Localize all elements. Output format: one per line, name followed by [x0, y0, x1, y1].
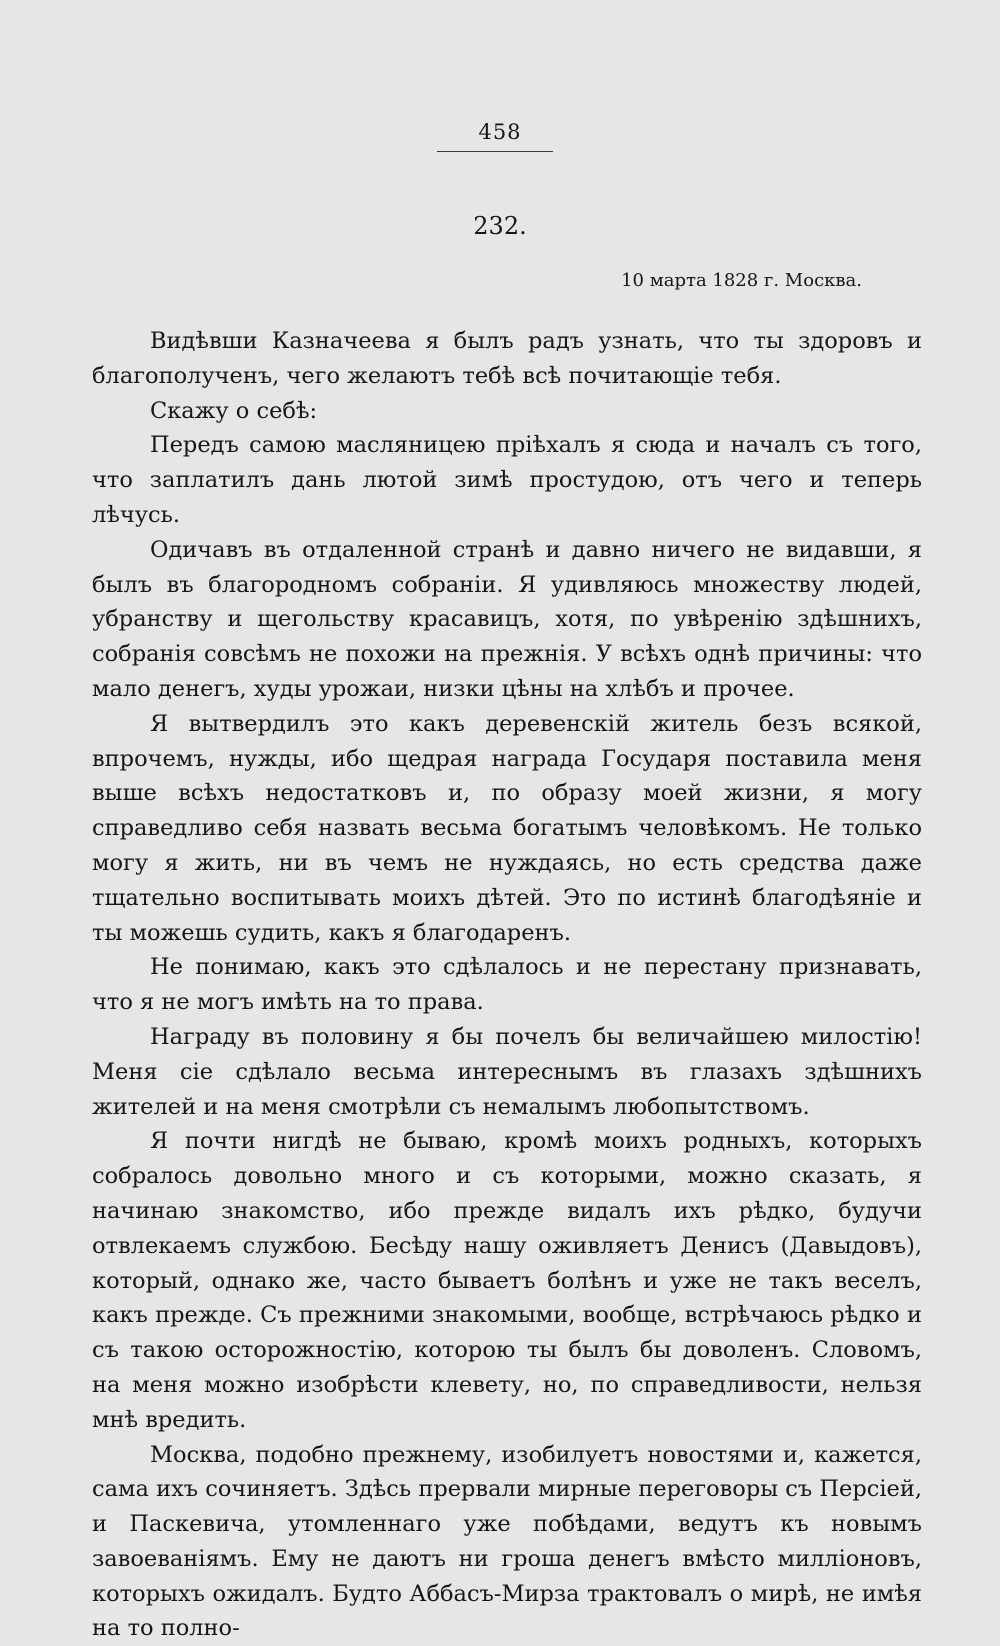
paragraph: Одичавъ въ отдаленной странѣ и давно ничего не видавши, я былъ въ благородномъ собраніи. Я удивляюсь множеству людей, убранству и щегольству красавицъ, хотя, по увѣренію здѣшнихъ, собранія совсѣмъ не похожи на прежнія. У всѣхъ однѣ причины: что мало денегъ, худы урожаи, низки цѣны на хлѣбъ и прочее. [92, 533, 922, 707]
paragraph: Я вытвердилъ это какъ деревенскій житель безъ всякой, впрочемъ, нужды, ибо щедрая награда Государя поставила меня выше всѣхъ недостатковъ и, по образу моей жизни, я могу справедливо себя назвать весьма богатымъ человѣкомъ. Не только могу я жить, ни въ чемъ не нуждаясь, но есть средства даже тщательно воспитывать моихъ дѣтей. Это по истинѣ благодѣяніе и ты можешь судить, какъ я благодаренъ. [92, 707, 922, 951]
paragraph: Скажу о себѣ: [92, 394, 922, 429]
paragraph: Москва, подобно прежнему, изобилуетъ новостями и, кажется, сама ихъ сочиняетъ. Здѣсь прервали мирные переговоры съ Персіей, и Паскевича, утомленнаго уже побѣдами, ведутъ къ новымъ завоеваніямъ. Ему не даютъ ни гроша денегъ вмѣсто милліоновъ, которыхъ ожидалъ. Будто Аббасъ-Мирза трактовалъ о мирѣ, не имѣя на то полно- [92, 1438, 922, 1646]
paragraph: Я почти нигдѣ не бываю, кромѣ моихъ родныхъ, которыхъ собралось довольно много и съ которыми, можно сказать, я начинаю знакомство, ибо прежде видалъ ихъ рѣдко, будучи отвлекаемъ службою. Бесѣду нашу оживляетъ Денисъ (Давыдовъ), который, однако же, часто бываетъ болѣнъ и уже не такъ веселъ, какъ прежде. Съ прежними знакомыми, вообще, встрѣчаюсь рѣдко и съ такою осторожностію, которою ты былъ бы доволенъ. Словомъ, на меня можно изобрѣсти клевету, но, по справедливости, нельзя мнѣ вредить. [92, 1124, 922, 1437]
paragraph: Награду въ половину я бы почелъ бы величайшею милостію! Меня сіе сдѣлало весьма интереснымъ въ глазахъ здѣшнихъ жителей и на меня смотрѣли съ немалымъ любопытствомъ. [92, 1020, 922, 1124]
dateline: 10 марта 1828 г. Москва. [621, 270, 862, 291]
paragraph: Передъ самою масляницею пріѣхалъ я сюда и началъ съ того, что заплатилъ дань лютой зимѣ простудою, отъ чего и теперь лѣчусь. [92, 428, 922, 532]
letter-number: 232. [0, 212, 1000, 240]
paragraph: Видѣвши Казначеева я былъ радъ узнать, что ты здоровъ и благополученъ, чего желаютъ тебѣ всѣ почитающіе тебя. [92, 324, 922, 394]
letter-body [92, 324, 922, 1646]
paragraph: Не понимаю, какъ это сдѣлалось и не перестану признавать, что я не могъ имѣть на то права. [92, 950, 922, 1020]
page-number: 458 [0, 120, 1000, 144]
header-rule [437, 151, 553, 152]
